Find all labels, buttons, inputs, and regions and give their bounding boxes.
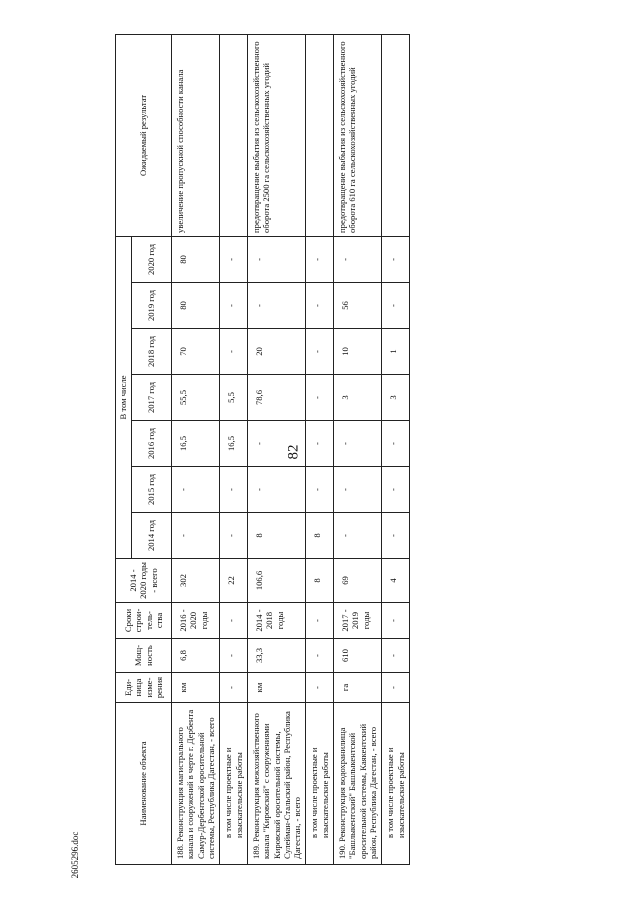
year-cell: - bbox=[382, 283, 410, 329]
year-cell: - bbox=[334, 236, 382, 282]
footer-filename: 2605296.doc bbox=[70, 831, 80, 879]
year-cell: 55,5 bbox=[172, 375, 220, 421]
year-cell: - bbox=[172, 513, 220, 559]
total-cell: 302 bbox=[172, 559, 220, 603]
capacity-cell: 33,3 bbox=[247, 639, 306, 673]
unit-cell: км bbox=[247, 673, 306, 703]
result-cell: предотвращение выбытия из сельскохозяйственного оборота 2500 га сельскохозяйственных угодий bbox=[247, 34, 306, 236]
year-cell: - bbox=[220, 467, 248, 513]
total-cell: 106,6 bbox=[247, 559, 306, 603]
year-cell: 20 bbox=[247, 329, 306, 375]
terms-cell: 2014 - 2018 годы bbox=[247, 603, 306, 639]
year-cell: 10 bbox=[334, 329, 382, 375]
year-cell: - bbox=[382, 421, 410, 467]
year-cell: 16,5 bbox=[172, 421, 220, 467]
object-name: в том числе проектные и изыскательские работы bbox=[220, 703, 248, 865]
year-cell: - bbox=[247, 236, 306, 282]
result-cell bbox=[220, 34, 248, 236]
header-year: 2017 год bbox=[132, 375, 172, 421]
header-year: 2018 год bbox=[132, 329, 172, 375]
table-row-188 bbox=[172, 34, 220, 864]
year-cell: - bbox=[334, 467, 382, 513]
header-capacity: Мощ- ность bbox=[116, 639, 172, 673]
total-cell: 22 bbox=[220, 559, 248, 603]
year-cell: 56 bbox=[334, 283, 382, 329]
header-name: Наименование объекта bbox=[116, 703, 172, 865]
year-cell: - bbox=[172, 467, 220, 513]
object-name: 189. Реконструкция межхозяйственного канала "Кировский" с сооружениями Кировской оросительной системы, Сулейман-Стальский район, Республика Дагестан, - всего bbox=[247, 703, 306, 865]
capacity-cell: - bbox=[220, 639, 248, 673]
year-cell: - bbox=[306, 329, 334, 375]
header-result: Ожидаемый результат bbox=[116, 34, 172, 236]
object-name: в том числе проектные и изыскательские работы bbox=[306, 703, 334, 865]
year-cell: 5,5 bbox=[220, 375, 248, 421]
result-cell bbox=[306, 34, 334, 236]
year-cell: 80 bbox=[172, 283, 220, 329]
year-cell: - bbox=[247, 467, 306, 513]
capacity-cell: - bbox=[382, 639, 410, 673]
page-number: 82 bbox=[285, 444, 302, 460]
year-cell: 80 bbox=[172, 236, 220, 282]
header-year: 2015 год bbox=[132, 467, 172, 513]
result-cell: предотвращение выбытия из сельскохозяйственного оборота 610 га сельскохозяйственных угодий bbox=[334, 34, 382, 236]
object-name: 188. Реконструкция магистрального канала и сооружений в черте г. Дербента Самур-Дербентской оросительной системы, Республика Дагестан, - всего bbox=[172, 703, 220, 865]
year-cell: - bbox=[220, 283, 248, 329]
year-cell: 3 bbox=[334, 375, 382, 421]
table-row-190-design bbox=[382, 34, 410, 864]
rotated-table-wrapper bbox=[115, 35, 515, 865]
year-cell: - bbox=[306, 375, 334, 421]
total-cell: 69 bbox=[334, 559, 382, 603]
header-year: 2014 год bbox=[132, 513, 172, 559]
year-cell: - bbox=[220, 513, 248, 559]
capacity-cell: 610 bbox=[334, 639, 382, 673]
year-cell: 8 bbox=[306, 513, 334, 559]
year-cell: - bbox=[306, 467, 334, 513]
year-cell: 3 bbox=[382, 375, 410, 421]
year-cell: - bbox=[382, 467, 410, 513]
header-year: 2020 год bbox=[132, 236, 172, 282]
header-unit: Еди- ница изме- рения bbox=[116, 673, 172, 703]
header-terms: Сроки строи- тель- ства bbox=[116, 603, 172, 639]
header-including: В том числе bbox=[116, 236, 132, 558]
year-cell: 8 bbox=[247, 513, 306, 559]
year-cell: - bbox=[306, 421, 334, 467]
year-cell: - bbox=[382, 513, 410, 559]
year-cell: - bbox=[306, 283, 334, 329]
total-cell: 4 bbox=[382, 559, 410, 603]
header-year: 2019 год bbox=[132, 283, 172, 329]
capacity-cell: - bbox=[306, 639, 334, 673]
year-cell: - bbox=[382, 236, 410, 282]
unit-cell: км bbox=[172, 673, 220, 703]
year-cell: - bbox=[334, 513, 382, 559]
construction-table bbox=[115, 34, 410, 865]
unit-cell: - bbox=[382, 673, 410, 703]
table-row-189-design bbox=[306, 34, 334, 864]
object-name: в том числе проектные и изыскательские работы bbox=[382, 703, 410, 865]
year-cell: - bbox=[247, 421, 306, 467]
result-cell bbox=[382, 34, 410, 236]
terms-cell: - bbox=[220, 603, 248, 639]
year-cell: 70 bbox=[172, 329, 220, 375]
table-row-190 bbox=[334, 34, 382, 864]
unit-cell: - bbox=[220, 673, 248, 703]
result-cell: увеличение пропускной способности канала bbox=[172, 34, 220, 236]
table-row-189 bbox=[247, 34, 306, 864]
unit-cell: - bbox=[306, 673, 334, 703]
year-cell: - bbox=[247, 283, 306, 329]
year-cell: 16,5 bbox=[220, 421, 248, 467]
terms-cell: - bbox=[306, 603, 334, 639]
year-cell: - bbox=[334, 421, 382, 467]
terms-cell: 2016 - 2020 годы bbox=[172, 603, 220, 639]
year-cell: 1 bbox=[382, 329, 410, 375]
header-total: 2014 - 2020 годы - всего bbox=[116, 559, 172, 603]
capacity-cell: 6,8 bbox=[172, 639, 220, 673]
year-cell: 78,6 bbox=[247, 375, 306, 421]
year-cell: - bbox=[220, 329, 248, 375]
terms-cell: 2017 - 2019 годы bbox=[334, 603, 382, 639]
header-year: 2016 год bbox=[132, 421, 172, 467]
unit-cell: га bbox=[334, 673, 382, 703]
table-row-188-design bbox=[220, 34, 248, 864]
object-name: 190. Реконструкция водохранилища "Башлыкентский" Башлыкентской оросительной системы, Каякентский район, Республика Дагестан, - всего bbox=[334, 703, 382, 865]
year-cell: - bbox=[306, 236, 334, 282]
total-cell: 8 bbox=[306, 559, 334, 603]
terms-cell: - bbox=[382, 603, 410, 639]
year-cell: - bbox=[220, 236, 248, 282]
